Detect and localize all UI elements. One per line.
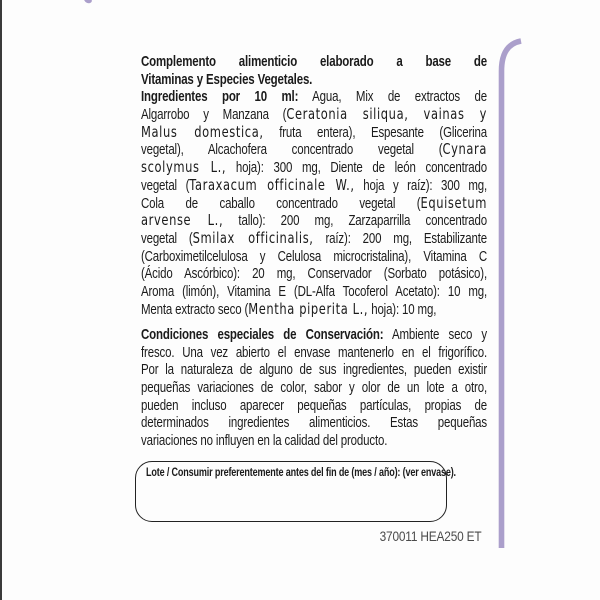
purple-border-curve [502,41,522,548]
text-segment: Agua, Mix de extractos de [298,88,488,106]
text-line [141,326,487,344]
text-segment: pueden incluso aparecer pequeñas partículas, propias de [141,396,488,414]
text-segment: (Ácido Ascórbico): 20 mg, Conservador (Sorbato potásico), [141,265,488,283]
product-code-text: 370011 HEA250 ET [379,529,481,544]
product-code [281,529,481,544]
storage-conditions-paragraph [141,326,487,450]
text-line [141,397,487,415]
text-line [141,124,487,142]
lot-box-label: Lote / Consumir preferentemente antes del fin de (mes / año): (ver envase). [146,466,456,479]
label-text-block [141,53,487,450]
text-line [141,88,487,106]
text-segment: vegetal ( [141,176,190,194]
text-line [141,379,487,397]
text-segment: Taraxacum officinale W., [189,175,355,194]
text-segment: Complemento alimenticio elaborado a base de [141,53,488,70]
text-segment: vegetal), Alcachofera concentrado vegetal ( [141,141,443,159]
text-segment: Mentha piperita L., [248,299,369,318]
text-line [141,361,487,379]
text-line [141,141,487,159]
ingredients-paragraph [141,88,487,318]
text-line [141,414,487,432]
text-segment: Ceratonia siliqua, vainas y [286,105,488,124]
text-line [141,212,487,230]
text-segment: Condiciones especiales de Conservación: [141,325,384,343]
text-line [141,265,487,283]
text-segment: Malus domestica, [141,122,264,141]
text-segment: Equisetum [420,193,488,212]
text-segment: hoja): 10 mg, [368,300,437,318]
text-line [141,432,487,450]
text-segment: hoja y raíz): 300 mg, [354,176,488,194]
text-segment: arvense L., [141,211,224,230]
text-segment: pequeñas variaciones de color, sabor y olor de un lote a otro, [141,378,488,396]
text-line [141,248,487,266]
text-segment: (Carboximetilcelulosa y Celulosa microcristalina), Vitamina C [141,247,488,265]
text-segment: Por la naturaleza de alguno de sus ingredientes, pueden existir [141,361,488,379]
text-line [141,159,487,177]
text-segment: scolymus L., [141,158,227,177]
text-segment: determinados ingredientes alimenticios. Estas pequeñas [141,414,488,432]
text-line [141,177,487,195]
text-segment: fresco. Una vez abierto el envase mantenerlo en el frigorífico. [141,343,488,361]
text-segment: variaciones no influyen en la calidad del producto. [141,431,388,449]
text-segment: hoja): 300 mg, Diente de león concentrado [226,159,488,177]
text-segment: Vitaminas y Especies Vegetales. [141,70,313,88]
text-line [141,195,487,213]
text-line [141,230,487,248]
text-segment: Cola de caballo concentrado vegetal ( [141,194,421,212]
text-line [141,71,487,89]
text-line [141,344,487,362]
text-segment: fruta entera), Espesante (Glicerina [263,123,488,141]
text-segment: Algarrobo y Manzana ( [141,106,287,124]
text-segment: vegetal ( [141,229,193,247]
text-line [141,106,487,124]
text-segment: Ambiente seco y [383,325,488,343]
text-segment: Ingredientes por 10 ml: [141,88,299,106]
text-line [141,53,487,71]
text-line [141,301,487,319]
text-segment: Menta extracto seco ( [141,300,249,318]
text-segment: Aroma (limón), Vitamina E (DL-Alfa Tocoferol Acetato): 10 mg, [141,282,488,300]
text-segment: Cynara [442,140,488,159]
text-segment: Smilax officinalis, [192,228,314,247]
text-line [141,283,487,301]
text-segment: tallo): 200 mg, Zarzaparrilla concentrado [223,212,488,230]
lot-number-box [135,461,456,522]
intro-paragraph [141,53,487,88]
text-segment: raíz): 200 mg, Estabilizante [313,229,488,247]
